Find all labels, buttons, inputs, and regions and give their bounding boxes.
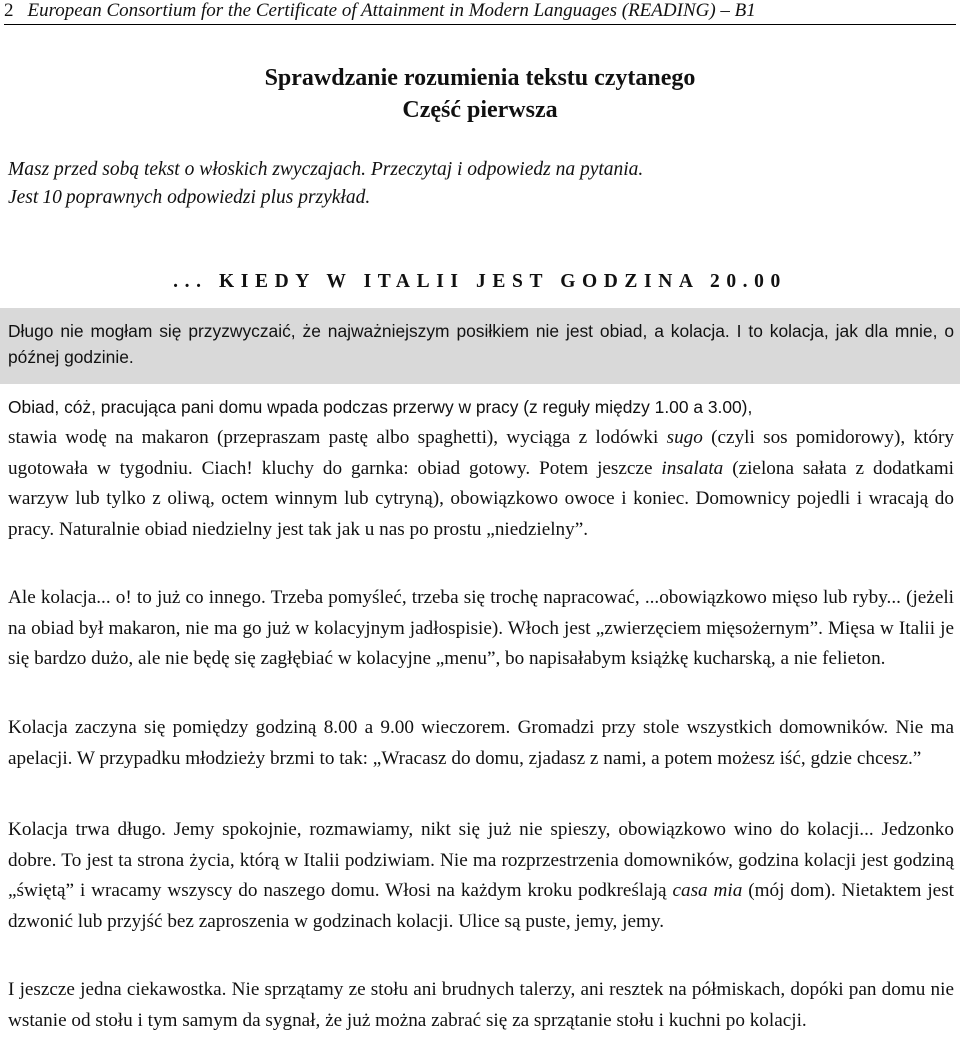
task-instructions [8, 156, 948, 212]
instructions-line-2 [8, 184, 948, 212]
italic-term-casa-mia: casa mia [672, 880, 743, 901]
paragraph-1 [8, 423, 954, 545]
page-number: 2 [4, 0, 14, 21]
instructions-text-b: poprawnych odpowiedzi plus przykład. [65, 187, 371, 208]
running-header [4, 0, 956, 25]
paragraph-1-first-line: Obiad, cóż, pracująca pani domu wpada podczas przerwy w pracy (z reguły między 1.00 a 3.00), [8, 397, 753, 417]
paragraph-1-text-a: stawia wodę na makaron (przepraszam pastę albo spaghetti), wyciąga z lodówki [8, 427, 667, 448]
paragraph-2: Ale kolacja... o! to już co innego. Trzeba pomyśleć, trzeba się trochę napracować, ...obowiązkowo mięso lub ryby... (jeżeli na obiad był makaron, nie ma go już w kolacyjnym jadłospisie). Włoch jest „zwierzęciem mięsożernym”. Mięsa w Italii je się bardzo dużo, ale nie będę się zagłębiać w kolacyjne „menu”, bo napisałabym książkę kucharską, a nie felieton. [8, 587, 954, 669]
paragraph-4-text-a: Kolacja trwa długo. Jemy spokojnie, rozmawiamy, nikt się już nie spieszy, obowiązkowo wino do kolacji... Jedzonko dobre. To jest ta strona życia, którą w Italii podziwiam. Nie ma rozprzestrzenia domowników, godzina kolacji jest godziną „świętą” i wracamy wszyscy do naszego domu. Włosi na każdym kroku podkreślają [8, 819, 954, 901]
paragraph-1-text-c: (zielona sałata z dodatkami warzyw lub tylko z oliwą, octem winnym lub cytryną), obowiązkowo owoce i koniec. Domownicy pojedli i wracają do pracy. Naturalnie obiad niedzielny jest tak jak u nas po prostu „niedzielny”. [8, 457, 954, 540]
italic-term-sugo: sugo [666, 427, 703, 448]
answer-count: 10 [42, 187, 62, 208]
paragraph-1-text-b: (czyli sos pomidorowy), który ugotowała w tygodniu. Ciach! kluchy do garnka: obiad gotowy. Potem jeszcze [8, 427, 954, 479]
section-subtitle: Część pierwsza [402, 97, 558, 123]
section-title: Sprawdzanie rozumienia tekstu czytanego [264, 65, 696, 91]
paragraph-3: Kolacja zaczyna się pomiędzy godziną 8.00 a 9.00 wieczorem. Gromadzi przy stole wszystkich domowników. Nie ma apelacji. W przypadku młodzieży brzmi to tak: „Wracasz do domu, zjadasz z nami, a potem możesz iść, gdzie chcesz.” [8, 717, 954, 769]
instructions-text-a: Jest [8, 187, 39, 208]
italic-term-insalata: insalata [661, 457, 724, 479]
paragraph-4 [8, 815, 954, 937]
paragraph-4-text-b: (mój dom). Nietaktem jest dzwonić lub przyjść bez zaproszenia w godzinach kolacji. Ulice są puste, jemy, jemy. [8, 880, 955, 932]
running-title: European Consortium for the Certificate of Attainment in Modern Languages (READING) – B1 [27, 0, 756, 21]
instructions-line-1: Masz przed sobą tekst o włoskich zwyczajach. Przeczytaj i odpowiedz na pytania. [8, 159, 644, 180]
paragraph-5: I jeszcze jedna ciekawostka. Nie sprzątamy ze stołu ani brudnych talerzy, ani resztek na półmiskach, dopóki pan domu nie wstanie od stołu i tym samym da sygnał, że już można zabrać się za sprzątanie stołu i kuchni po kolacji. [8, 979, 954, 1031]
article-lead-paragraph: Długo nie mogłam się przyzwyczaić, że najważniejszym posiłkiem nie jest obiad, a kolacja. I to kolacja, jak dla mnie, o późnej godzinie. [8, 321, 954, 367]
article-heading: ... KIEDY W ITALII JEST GODZINA 20.00 [173, 271, 787, 292]
